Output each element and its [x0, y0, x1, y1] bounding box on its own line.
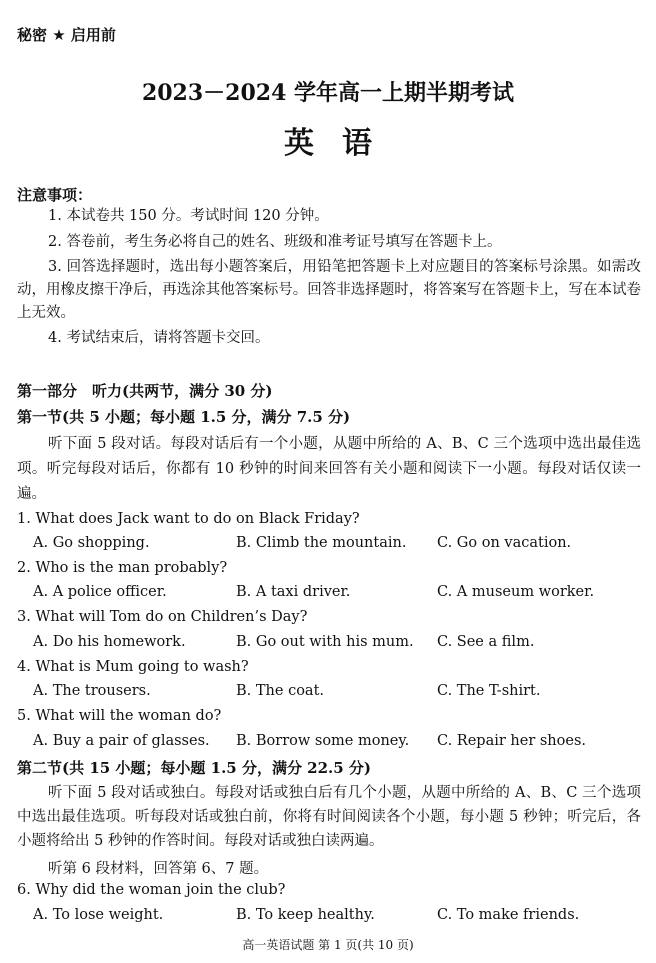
option-a: A. A police officer. [33, 584, 167, 600]
option-c: C. Repair her shoes. [437, 733, 587, 749]
option-a: A. To lose weight. [33, 907, 164, 923]
question-stem: 5. What will the woman do? [17, 708, 222, 724]
option-b: B. Borrow some money. [236, 733, 410, 749]
option-c: C. A museum worker. [437, 584, 595, 600]
option-c: C. See a film. [437, 634, 535, 650]
part1-heading: 第一部分 听力(共两节，满分 30 分) [17, 382, 273, 400]
option-c: C. Go on vacation. [437, 535, 572, 551]
note-item-4: 4. 考试结束后，请将答题卡交回。 [48, 330, 270, 346]
option-b: B. To keep healthy. [236, 907, 375, 923]
note-item-1: 1. 本试卷共 150 分。考试时间 120 分钟。 [48, 208, 329, 224]
exam-title: 2023－2024 学年高一上期半期考试 [141, 80, 515, 106]
option-a: A. Buy a pair of glasses. [33, 733, 210, 749]
question-stem: 1. What does Jack want to do on Black Friday? [17, 511, 360, 527]
page-footer: 高一英语试题 第 1 页(共 10 页) [242, 938, 414, 952]
material-note: 听第 6 段材料，回答第 6、7 题。 [48, 861, 269, 877]
question-stem: 3. What will Tom do on Children’s Day? [17, 609, 308, 625]
secret-label: 秘密 ★ 启用前 [17, 26, 116, 44]
option-b: B. The coat. [236, 683, 325, 699]
notes-heading: 注意事项： [17, 186, 93, 204]
section2-instructions: 听下面 5 段对话或独白。每段对话或独白后有几个小题，从题中所给的 A、B、C 三个选项中选出最佳选项。听每段对话或独白前，你将有时间阅读各个小题，每小题 5 秒钟；听完后，各小题将给出 5 秒钟的作答时间。每段对话或独白读两遍。 [17, 785, 641, 849]
question-stem: 4. What is Mum going to wash? [17, 659, 249, 675]
question-stem: 2. Who is the man probably? [17, 560, 228, 576]
section1-instructions: 听下面 5 段对话。每段对话后有一个小题，从题中所给的 A、B、C 三个选项中选出最佳选项。听完每段对话后，你都有 10 秒钟的时间来回答有关小题和阅读下一小题。每段对话仅读一遍。 [17, 436, 641, 502]
question-stem: 6. Why did the woman join the club? [17, 882, 286, 898]
section2-heading: 第二节(共 15 小题；每小题 1.5 分，满分 22.5 分) [17, 759, 372, 777]
note-item-2: 2. 答卷前，考生务必将自己的姓名、班级和准考证号填写在答题卡上。 [48, 234, 502, 250]
option-b: B. Climb the mountain. [236, 535, 407, 551]
section1-heading: 第一节(共 5 小题；每小题 1.5 分，满分 7.5 分) [17, 408, 351, 426]
option-a: A. Do his homework. [33, 634, 186, 650]
option-a: A. The trousers. [33, 683, 151, 699]
option-b: B. A taxi driver. [236, 584, 351, 600]
option-c: C. To make friends. [437, 907, 580, 923]
option-c: C. The T-shirt. [437, 683, 541, 699]
option-a: A. Go shopping. [33, 535, 150, 551]
option-b: B. Go out with his mum. [236, 634, 414, 650]
subject-title: 英语 [284, 126, 400, 161]
note-item-3: 3. 回答选择题时，选出每小题答案后，用铅笔把答题卡上对应题目的答案标号涂黑。如需改动，用橡皮擦干净后，再选涂其他答案标号。回答非选择题时，将答案写在答题卡上，写在本试卷上无效。 [17, 259, 641, 321]
